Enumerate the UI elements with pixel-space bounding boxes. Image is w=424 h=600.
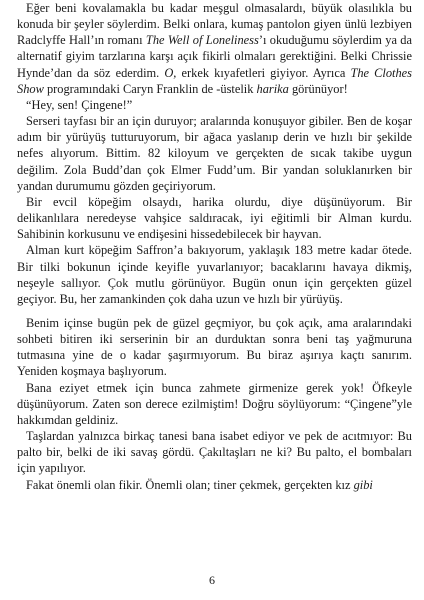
book-page-text	[17, 0, 412, 493]
text-run: Bana eziyet etmek için bunca zahmete girmenize gerek yok! Öfkeyle düşünüyorum. Zaten son derece ezilmiştim! Doğru söylüyorum: “Çingene”yle hakkımdan geldiniz.	[17, 380, 412, 427]
paragraph	[17, 477, 412, 493]
paragraph	[17, 0, 412, 97]
text-run: Fakat önemli olan fikir. Önemli olan; tiner çekmek, gerçekten kız	[26, 477, 354, 492]
italic-text-run: O,	[164, 65, 177, 80]
text-run: Benim içinse bugün pek de güzel geçmiyor, bu çok açık, ama aralarındaki sohbeti bitiren iki serserinin bir an durduktan sonra beni taş yağmuruna tutmasına yine de o kadar şaşırmıyorum. Bu biraz aşırıya kaçtı sanırım. Yeniden koşmaya başlıyorum.	[17, 315, 412, 379]
italic-text-run: harika	[256, 81, 289, 96]
text-run: ’ı okuduğumu söylerdim ya da alternatif giyim tarzlarına karşı açık fikirli olmaları gerektiğini. Belki Chrissie Hynde’dan da söz ederdim.	[17, 33, 413, 80]
text-run: Alman kurt köpeğim Saffron’a bakıyorum, yaklaşık 183 metre kadar ötede. Bir tilki bokunun içinde keyifle yuvarlanıyor; bacaklarını havaya dikmiş, neşeyle sallıyor. Çok mutlu görünüyor. Bugün onun için gerçekten güzel geçiyor. Bu, her zamankinden çok daha uzun ve hızlı bir yürüyüş.	[17, 243, 412, 306]
text-run: programındaki Caryn Franklin de -üstelik	[43, 81, 257, 96]
text-run: “Hey, sen! Çingene!”	[26, 97, 133, 112]
text-run: Bir evcil köpeğim olsaydı, harika olurdu, diye düşünüyorum. Bir delikanlılara neredeyse vahşice saldıracak, iyi eğitimli bir Alman kurdu. Sahibinin korkusunu ve endişesini hissedebilecek bir hayvan.	[17, 194, 412, 242]
paragraph	[17, 194, 412, 242]
text-run: Serseri tayfası bir an için duruyor; aralarında konuşuyor gibiler. Ben de koşar adım bir yürüyüş tutturuyorum, bir ağaca yaslanıp derin ve hızlı bir şekilde nefes alıyorum. Bittim. 82 kiloyum ve gerçekten de sıcak takibe uygun değilim. Zola Budd’dan çok Elmer Fudd’um. Bir yandan soluklanırken bir yandan durumumu gözden geçiriyorum.	[17, 114, 412, 193]
paragraph	[17, 315, 412, 380]
text-run: Eğer beni kovalamakla bu kadar meşgul olmasalardı, büyük olasılıkla bu konuda bir şeyler söylerdim. Belki onlara, kumaş pantolon giyen ünlü lezbiyen Radclyffe Hall’ın romanı	[17, 1, 412, 48]
italic-text-run: The Clothes Show	[17, 65, 412, 96]
italic-text-run: The Well of Loneliness	[145, 33, 259, 48]
paragraph	[17, 380, 412, 428]
text-run: erkek kıyafetleri giyiyor. Ayrıca	[176, 65, 351, 80]
paragraph	[17, 113, 412, 194]
paragraph	[17, 242, 412, 307]
italic-text-run: gibi	[353, 477, 373, 492]
text-run: görünüyor!	[288, 81, 348, 96]
paragraph	[17, 97, 412, 113]
text-run: Taşlardan yalnızca birkaç tanesi bana isabet ediyor ve pek de acıtmıyor: Bu palto bir, belki de iki savaş gördü. Çakıltaşları ne ki? Bu palto, el bombaları için yapılıyor.	[17, 429, 412, 476]
paragraph	[17, 428, 412, 476]
page-number: 6	[209, 573, 215, 587]
